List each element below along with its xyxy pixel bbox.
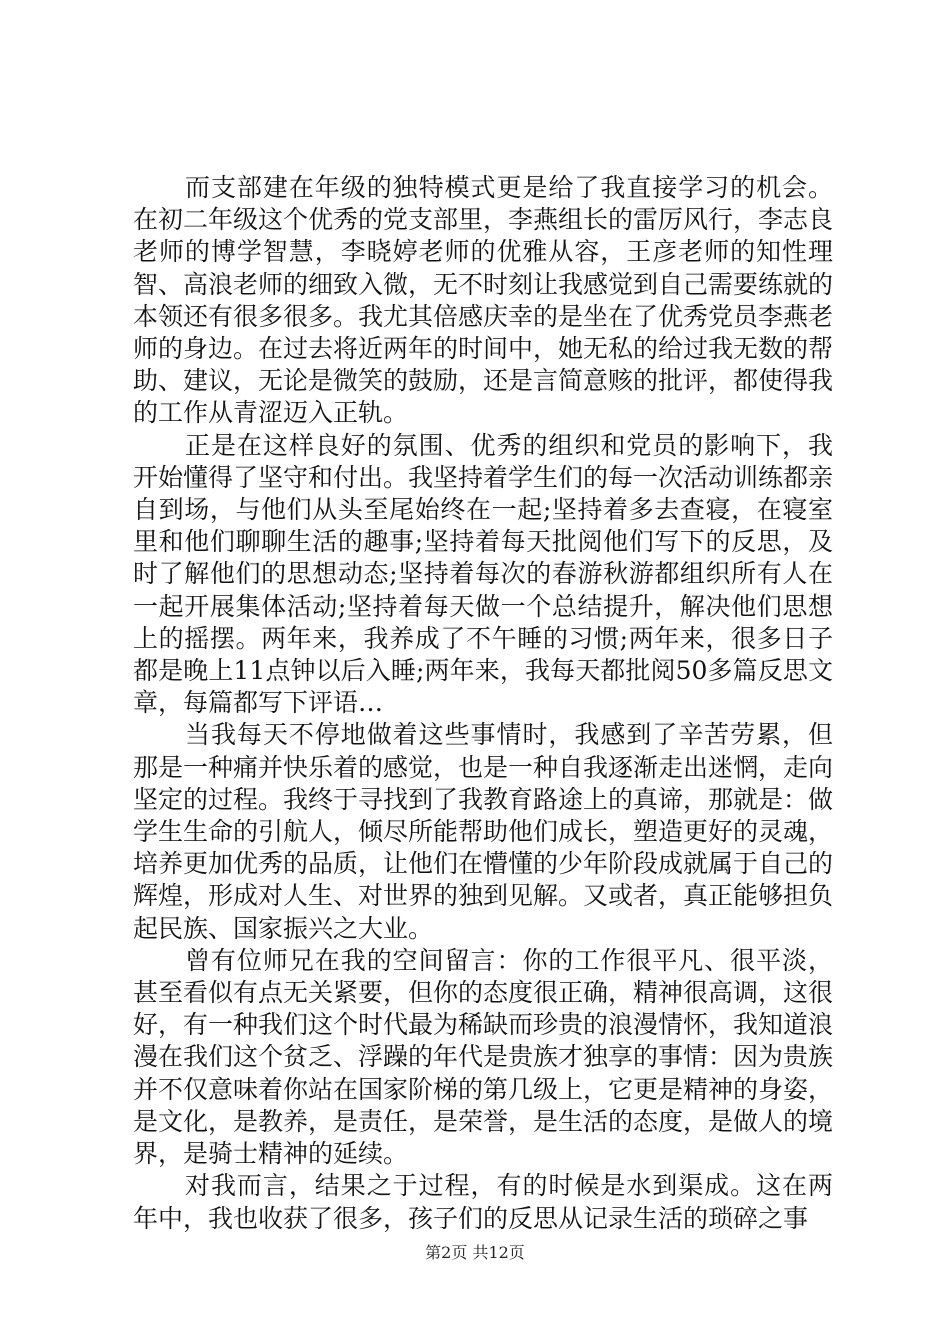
paragraph: 当我每天不停地做着这些事情时，我感到了辛苦劳累，但那是一种痛并快乐着的感觉，也是一种自我逐渐走出迷惘，走向坚定的过程。我终于寻找到了我教育路途上的真谛，那就是：做学生生命的引航人，倾尽所能帮助他们成长，塑造更好的灵魂，培养更加优秀的品质，让他们在懵懂的少年阶段成就属于自己的辉煌，形成对人生、对世界的独到见解。又或者，真正能够担负起民族、国家振兴之大业。 <box>133 720 834 943</box>
document-body <box>133 172 833 1235</box>
paragraph: 而支部建在年级的独特模式更是给了我直接学习的机会。在初二年级这个优秀的党支部里，李燕组长的雷厉风行，李志良老师的博学智慧，李晓婷老师的优雅从容，王彦老师的知性理智、高浪老师的细致入微，无不时刻让我感觉到自己需要练就的本领还有很多很多。我尤其倍感庆幸的是坐在了优秀党员李燕老师的身边。在过去将近两年的时间中，她无私的给过我无数的帮助、建议，无论是微笑的鼓励，还是言简意赅的批评，都使得我的工作从青涩迈入正轨。 <box>133 173 834 428</box>
page-footer: 第2页 共12页 <box>425 1243 525 1262</box>
paragraph: 对我而言，结果之于过程，有的时候是水到渠成。这在两年中，我也收获了很多，孩子们的反思从记录生活的琐碎之事 <box>133 1171 833 1233</box>
paragraph: 正是在这样良好的氛围、优秀的组织和党员的影响下，我开始懂得了坚守和付出。我坚持着学生们的每一次活动训练都亲自到场，与他们从头至尾始终在一起;坚持着多去查寝，在寝室里和他们聊聊生活的趣事;坚持着每天批阅他们写下的反思，及时了解他们的思想动态;坚持着每次的春游秋游都组织所有人在一起开展集体活动;坚持着每天做一个总结提升，解决他们思想上的摇摆。两年来，我养成了不午睡的习惯;两年来，很多日子都是晚上11点钟以后入睡;两年来，我每天都批阅50多篇反思文章，每篇都写下评语… <box>133 430 834 718</box>
paragraph: 曾有位师兄在我的空间留言：你的工作很平凡、很平淡，甚至看似有点无关紧要，但你的态度很正确，精神很高调，这很好，有一种我们这个时代最为稀缺而珍贵的浪漫情怀，我知道浪漫在我们这个贫乏、浮躁的年代是贵族才独享的事情：因为贵族并不仅意味着你站在国家阶梯的第几级上，它更是精神的身姿，是文化，是教养，是责任，是荣誉，是生活的态度，是做人的境界，是骑士精神的延续。 <box>133 945 834 1169</box>
